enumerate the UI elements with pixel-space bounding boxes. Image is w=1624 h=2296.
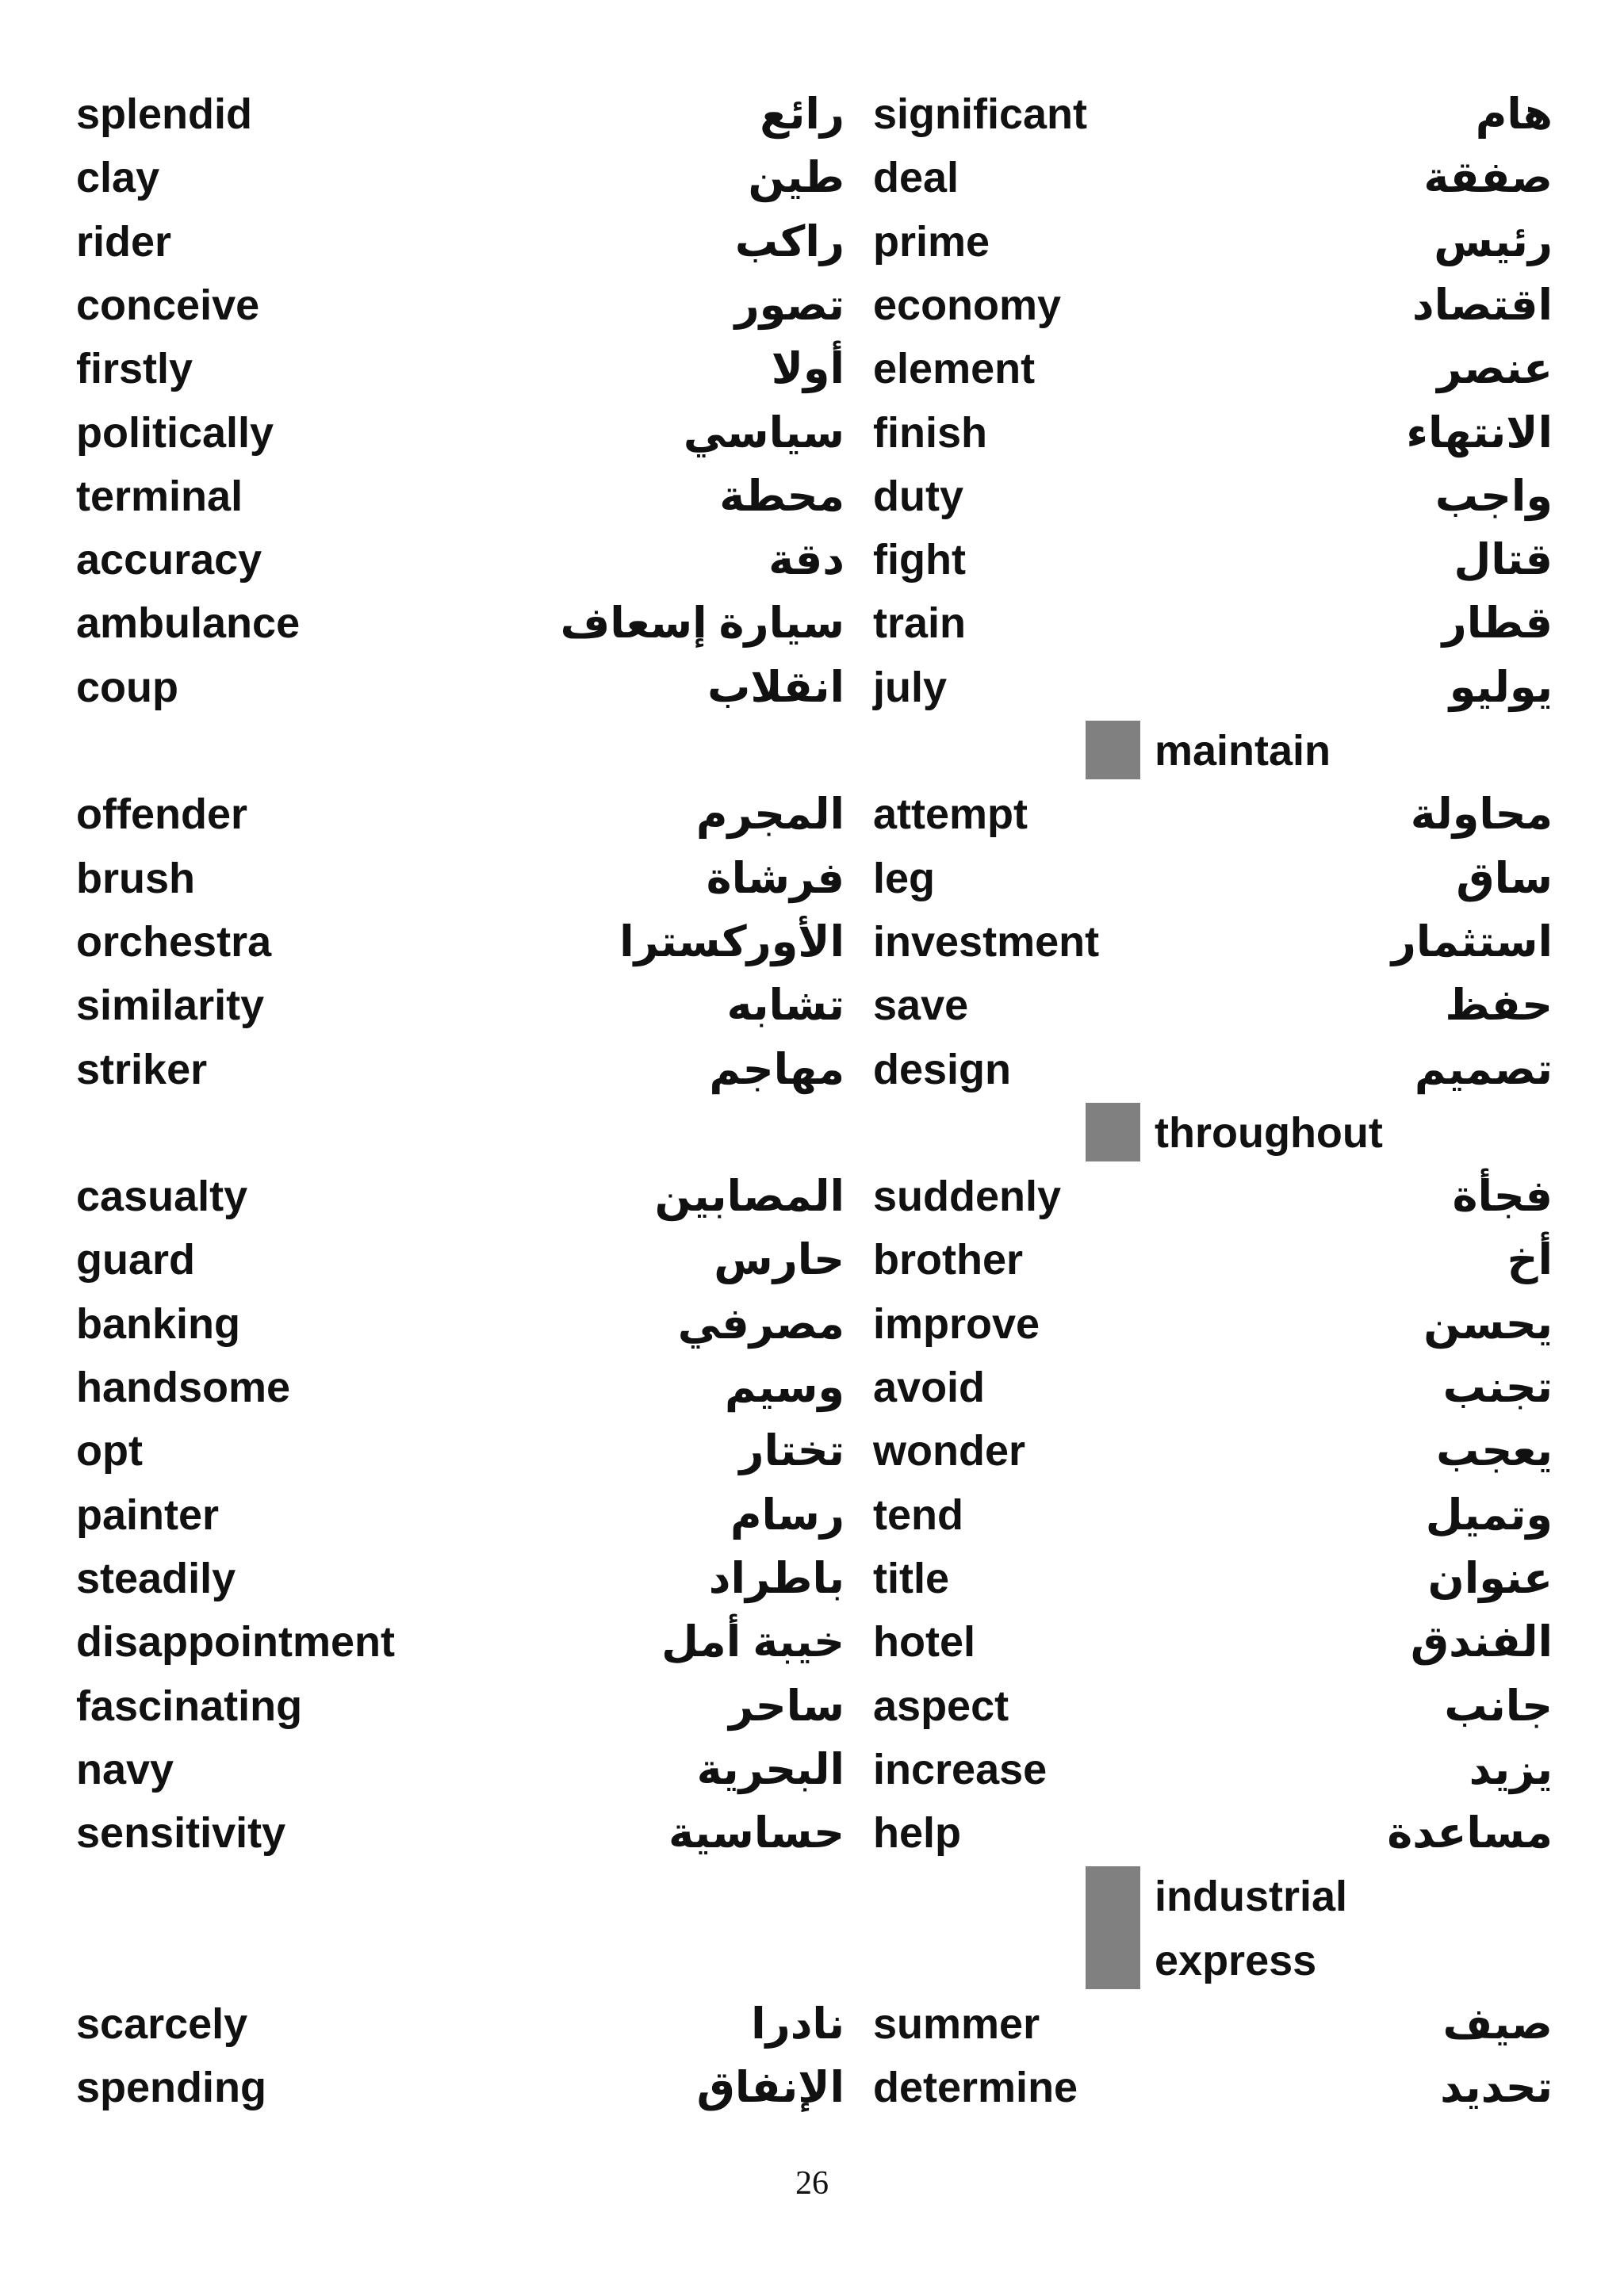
- vocab-row: [0, 974, 1624, 1037]
- arabic-translation: البحرية: [696, 1745, 845, 1793]
- vocab-row: [0, 337, 1624, 400]
- arabic-translation: أولا: [771, 345, 845, 393]
- vocab-row: [0, 847, 1624, 910]
- vocab-row: [0, 1419, 1624, 1483]
- arabic-translation: مهاجم: [709, 1045, 845, 1093]
- english-word: scarcely: [76, 2000, 248, 2048]
- arabic-translation: الأوركسترا: [619, 917, 845, 966]
- arabic-translation: قطار: [1442, 599, 1553, 648]
- section-separator: [0, 1101, 1624, 1165]
- section-separator: [0, 1865, 1624, 1928]
- vocab-row: [0, 1992, 1624, 2056]
- arabic-translation: تحديد: [1440, 2064, 1553, 2112]
- vocab-row: [0, 1547, 1624, 1610]
- english-word: handsome: [76, 1364, 291, 1411]
- arabic-translation: باطراد: [708, 1554, 845, 1602]
- arabic-translation: فجأة: [1452, 1173, 1553, 1221]
- arabic-translation: تصور: [734, 281, 845, 329]
- vocab-row: [0, 656, 1624, 719]
- vocab-row: [0, 1356, 1624, 1419]
- arabic-translation: يوليو: [1449, 663, 1553, 711]
- vocab-row: [0, 82, 1624, 146]
- arabic-translation: عنصر: [1437, 345, 1553, 393]
- english-word: coup: [76, 663, 178, 711]
- arabic-translation: وتميل: [1425, 1490, 1553, 1539]
- vocab-row: [0, 783, 1624, 846]
- arabic-translation: اقتصاد: [1411, 281, 1553, 329]
- english-word: brush: [76, 854, 196, 902]
- english-word: navy: [76, 1745, 174, 1793]
- section-separator: [0, 719, 1624, 783]
- arabic-translation: تشابه: [726, 982, 845, 1030]
- english-word: aspect: [873, 1682, 1009, 1730]
- english-word: firstly: [76, 345, 193, 393]
- arabic-translation: راكب: [734, 217, 845, 266]
- english-word: striker: [76, 1045, 208, 1093]
- arabic-translation: الإنفاق: [696, 2064, 845, 2112]
- vocab-row: [0, 210, 1624, 274]
- english-word: orchestra: [76, 917, 272, 966]
- separator-label: express: [1155, 1936, 1317, 1984]
- english-word: accuracy: [76, 536, 262, 584]
- english-word: economy: [873, 281, 1062, 329]
- vocab-row: [0, 465, 1624, 528]
- english-word: casualty: [76, 1173, 248, 1221]
- arabic-translation: الانتهاء: [1406, 408, 1553, 457]
- english-word: determine: [873, 2064, 1078, 2112]
- english-word: increase: [873, 1745, 1048, 1793]
- english-word: hotel: [873, 1618, 975, 1667]
- english-word: painter: [76, 1490, 220, 1539]
- english-word: prime: [873, 217, 990, 266]
- arabic-translation: تجنب: [1442, 1364, 1553, 1411]
- page-number: 26: [795, 2165, 829, 2202]
- english-word: summer: [873, 2000, 1040, 2048]
- english-word: deal: [873, 154, 959, 202]
- english-word: clay: [76, 154, 160, 202]
- english-word: disappointment: [76, 1618, 395, 1667]
- english-word: ambulance: [76, 599, 301, 648]
- english-word: finish: [873, 408, 987, 457]
- arabic-translation: استثمار: [1391, 917, 1553, 966]
- vocab-row: [0, 146, 1624, 209]
- english-word: offender: [76, 790, 247, 839]
- arabic-translation: محطة: [719, 472, 845, 520]
- arabic-translation: هام: [1475, 90, 1553, 138]
- english-word: suddenly: [873, 1173, 1062, 1221]
- arabic-translation: ساحر: [729, 1682, 845, 1730]
- arabic-translation: طين: [748, 154, 845, 202]
- english-word: wonder: [873, 1427, 1026, 1475]
- vocab-row: [0, 1610, 1624, 1674]
- english-word: attempt: [873, 790, 1028, 839]
- english-word: investment: [873, 917, 1100, 966]
- english-word: duty: [873, 472, 963, 520]
- vocab-row: [0, 1738, 1624, 1801]
- english-word: sensitivity: [76, 1809, 286, 1858]
- arabic-translation: مساعدة: [1387, 1809, 1553, 1858]
- english-word: splendid: [76, 90, 253, 138]
- english-word: avoid: [873, 1364, 986, 1411]
- vocab-row: [0, 401, 1624, 465]
- english-word: fascinating: [76, 1682, 303, 1730]
- vocab-row: [0, 2056, 1624, 2119]
- english-word: brother: [873, 1236, 1023, 1284]
- english-word: guard: [76, 1236, 196, 1284]
- separator-label: maintain: [1155, 727, 1331, 775]
- english-word: train: [873, 599, 967, 648]
- arabic-translation: خيبة أمل: [661, 1618, 845, 1667]
- arabic-translation: قتال: [1454, 536, 1553, 584]
- arabic-translation: تصميم: [1414, 1045, 1553, 1093]
- arabic-translation: المجرم: [695, 790, 845, 839]
- english-word: opt: [76, 1427, 143, 1475]
- arabic-translation: انقلاب: [707, 663, 845, 711]
- arabic-translation: فرشاة: [706, 854, 845, 902]
- separator-label: throughout: [1155, 1108, 1383, 1157]
- arabic-translation: تختار: [739, 1427, 845, 1475]
- arabic-translation: نادرا: [751, 2000, 845, 2048]
- vocab-row: [0, 1674, 1624, 1738]
- arabic-translation: جانب: [1444, 1682, 1553, 1730]
- arabic-translation: رائع: [760, 90, 845, 138]
- english-word: spending: [76, 2064, 266, 2112]
- vocab-row: [0, 1165, 1624, 1228]
- arabic-translation: الفندق: [1410, 1618, 1553, 1667]
- arabic-translation: يحسن: [1423, 1299, 1553, 1348]
- english-word: save: [873, 982, 969, 1030]
- arabic-translation: المصابين: [654, 1173, 845, 1221]
- arabic-translation: حارس: [714, 1236, 845, 1284]
- english-word: design: [873, 1045, 1012, 1093]
- english-word: help: [873, 1809, 962, 1858]
- english-word: terminal: [76, 472, 243, 520]
- vocab-row: [0, 1292, 1624, 1356]
- english-word: title: [873, 1554, 950, 1602]
- separator-label: industrial: [1155, 1873, 1348, 1921]
- english-word: july: [873, 663, 948, 711]
- vocab-row: [0, 1801, 1624, 1865]
- vocab-row: [0, 1038, 1624, 1101]
- arabic-translation: صفقة: [1423, 154, 1553, 202]
- arabic-translation: وسيم: [724, 1364, 845, 1411]
- arabic-translation: عنوان: [1427, 1554, 1553, 1602]
- english-word: tend: [873, 1490, 963, 1539]
- vocab-row: [0, 1483, 1624, 1547]
- section-separator: [0, 1929, 1624, 1992]
- english-word: banking: [76, 1299, 241, 1348]
- english-word: element: [873, 345, 1036, 393]
- english-word: significant: [873, 90, 1088, 138]
- arabic-translation: حفظ: [1445, 982, 1553, 1030]
- arabic-translation: ساق: [1456, 854, 1553, 902]
- english-word: politically: [76, 408, 274, 457]
- vocab-row: [0, 274, 1624, 337]
- english-word: similarity: [76, 982, 265, 1030]
- arabic-translation: سياسي: [683, 408, 845, 457]
- english-word: steadily: [76, 1554, 236, 1602]
- arabic-translation: صيف: [1442, 2000, 1553, 2048]
- arabic-translation: دقة: [768, 536, 845, 584]
- english-word: fight: [873, 536, 966, 584]
- english-word: rider: [76, 217, 172, 266]
- english-word: conceive: [76, 281, 260, 329]
- arabic-translation: يعجب: [1436, 1427, 1553, 1475]
- arabic-translation: سيارة إسعاف: [560, 599, 845, 648]
- arabic-translation: أخ: [1507, 1236, 1553, 1284]
- arabic-translation: رسام: [730, 1490, 845, 1539]
- vocab-row: [0, 591, 1624, 655]
- vocab-row: [0, 528, 1624, 591]
- arabic-translation: رئيس: [1434, 217, 1553, 266]
- english-word: improve: [873, 1299, 1040, 1348]
- vocab-row: [0, 1228, 1624, 1292]
- arabic-translation: يزيد: [1469, 1745, 1553, 1793]
- arabic-translation: واجب: [1434, 472, 1553, 520]
- arabic-translation: حساسية: [668, 1809, 845, 1858]
- vocab-row: [0, 910, 1624, 974]
- arabic-translation: محاولة: [1410, 790, 1553, 839]
- english-word: leg: [873, 854, 936, 902]
- arabic-translation: مصرفي: [677, 1299, 845, 1348]
